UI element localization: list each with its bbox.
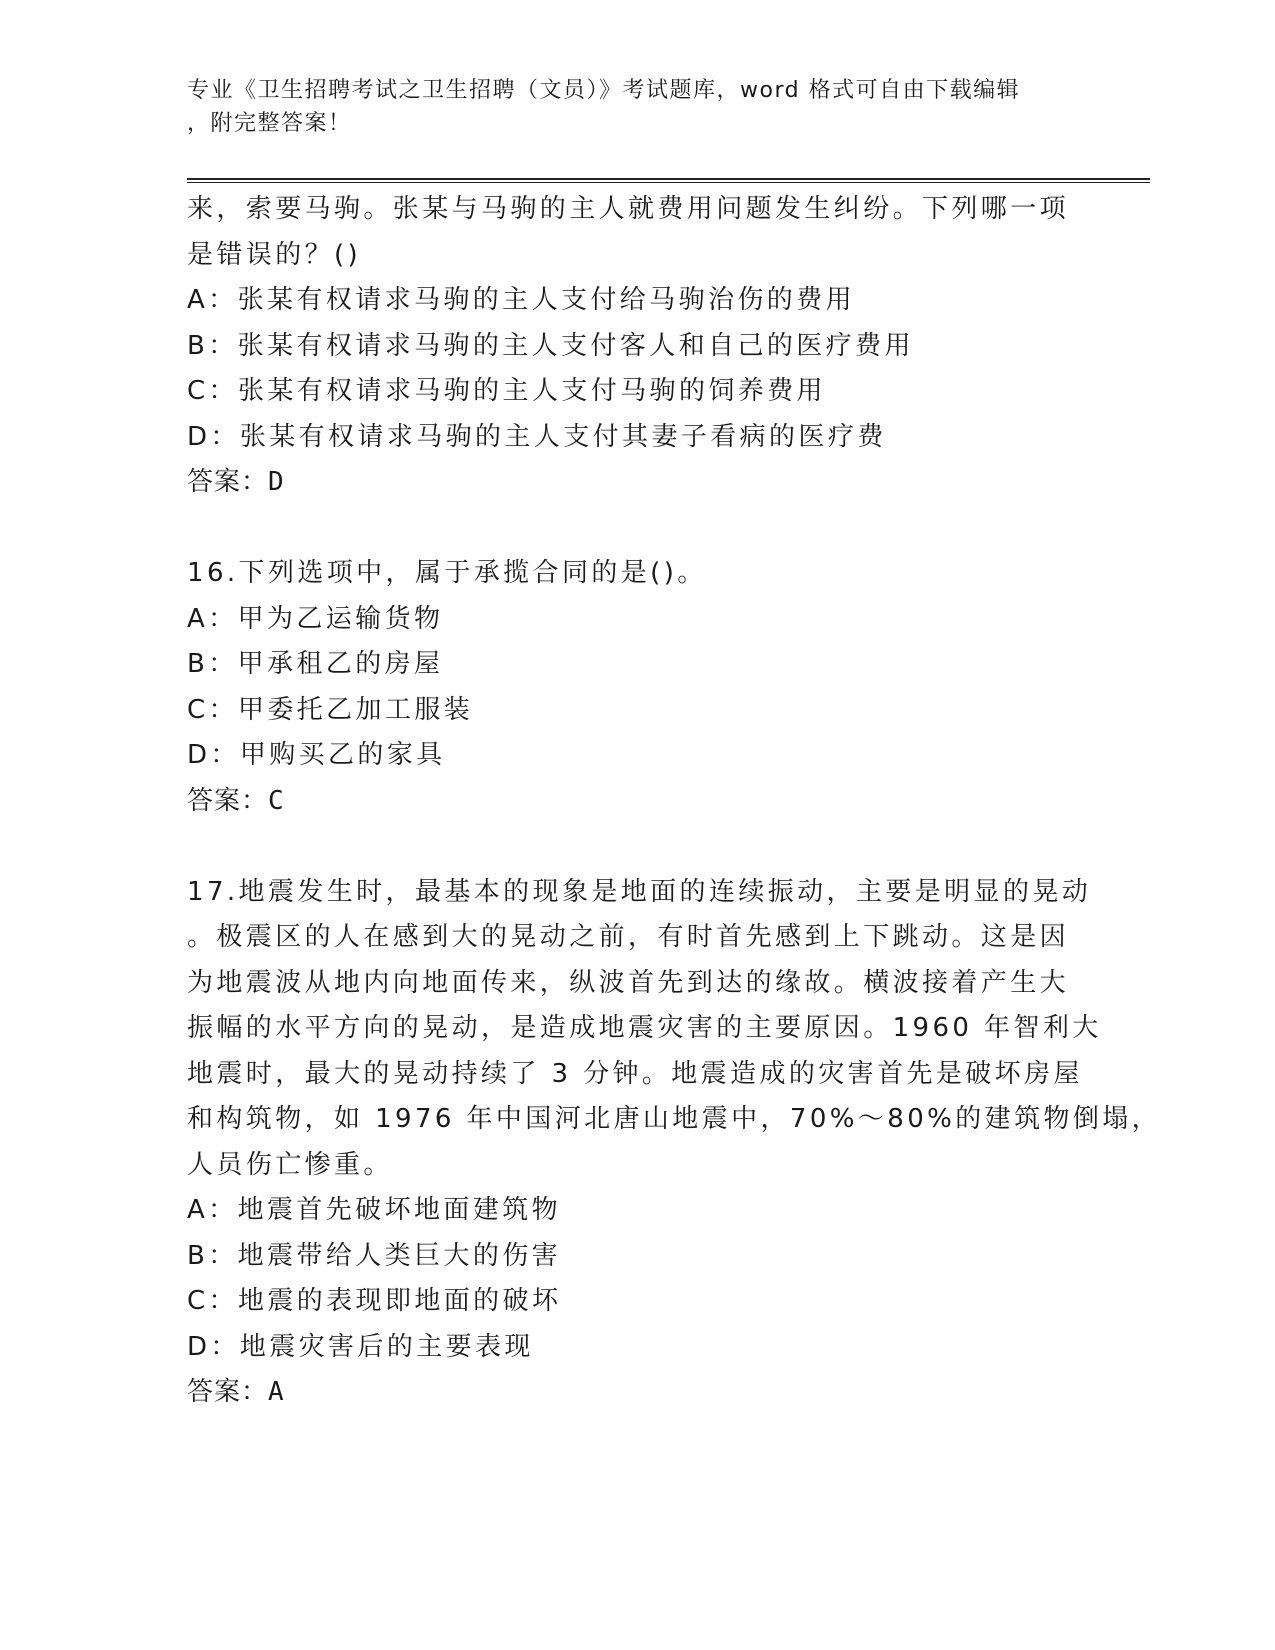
answer-line: 答案：A bbox=[187, 1377, 285, 1407]
option-a: A：甲为乙运输货物 bbox=[187, 603, 444, 634]
option-a: A：地震首先破坏地面建筑物 bbox=[187, 1195, 561, 1225]
answer-line: 答案：D bbox=[187, 467, 285, 497]
question-16 bbox=[187, 551, 1087, 824]
question-stem-line: 16.下列选项中，属于承揽合同的是()。 bbox=[187, 558, 707, 588]
option-d: D：甲购买乙的家具 bbox=[187, 740, 446, 770]
header-line-1: 专业《卫生招聘考试之卫生招聘（文员）》考试题库，word 格式可自由下载编辑 bbox=[187, 78, 1021, 103]
question-stem-line: 来，索要马驹。张某与马驹的主人就费用问题发生纠纷。下列哪一项 bbox=[187, 194, 1070, 224]
option-b: B：地震带给人类巨大的伤害 bbox=[187, 1240, 562, 1271]
document-header bbox=[187, 74, 1067, 140]
header-divider bbox=[187, 178, 1150, 183]
option-c: C：甲委托乙加工服装 bbox=[187, 694, 474, 725]
option-a: A：张某有权请求马驹的主人支付给马驹治伤的费用 bbox=[187, 285, 855, 315]
question-spacer bbox=[187, 506, 1087, 552]
question-stem-line: 振幅的水平方向的晃动，是造成地震灾害的主要原因。1960 年智利大 bbox=[187, 1013, 1102, 1043]
question-17 bbox=[187, 870, 1162, 1416]
option-c: C：张某有权请求马驹的主人支付马驹的饲养费用 bbox=[187, 376, 826, 406]
question-stem-line: 。极震区的人在感到大的晃动之前，有时首先感到上下跳动。这是因 bbox=[187, 922, 1070, 952]
question-stem-line: 地震时，最大的晃动持续了 3 分钟。地震造成的灾害首先是破坏房屋 bbox=[187, 1058, 1083, 1089]
option-b: B：张某有权请求马驹的主人支付客人和自己的医疗费用 bbox=[187, 330, 914, 361]
question-stem-line: 17.地震发生时，最基本的现象是地面的连续振动，主要是明显的晃动 bbox=[187, 876, 1092, 907]
question-spacer bbox=[187, 824, 1087, 870]
header-line-2: ，附完整答案！ bbox=[187, 111, 352, 136]
question-stem-line: 人员伤亡惨重。 bbox=[187, 1149, 393, 1180]
question-stem-line: 为地震波从地内向地面传来，纵波首先到达的缘故。横波接着产生大 bbox=[187, 967, 1070, 998]
question-15 bbox=[187, 187, 1087, 506]
question-stem-line: 和构筑物，如 1976 年中国河北唐山地震中，70%～80%的建筑物倒塌， bbox=[187, 1104, 1162, 1134]
question-stem-line: 是错误的？() bbox=[187, 239, 362, 270]
option-d: D：地震灾害后的主要表现 bbox=[187, 1331, 534, 1362]
option-c: C：地震的表现即地面的破坏 bbox=[187, 1286, 562, 1316]
answer-line: 答案：C bbox=[187, 785, 285, 816]
question-list bbox=[187, 187, 1162, 1416]
option-d: D：张某有权请求马驹的主人支付其妻子看病的医疗费 bbox=[187, 421, 887, 452]
option-b: B：甲承租乙的房屋 bbox=[187, 649, 444, 679]
